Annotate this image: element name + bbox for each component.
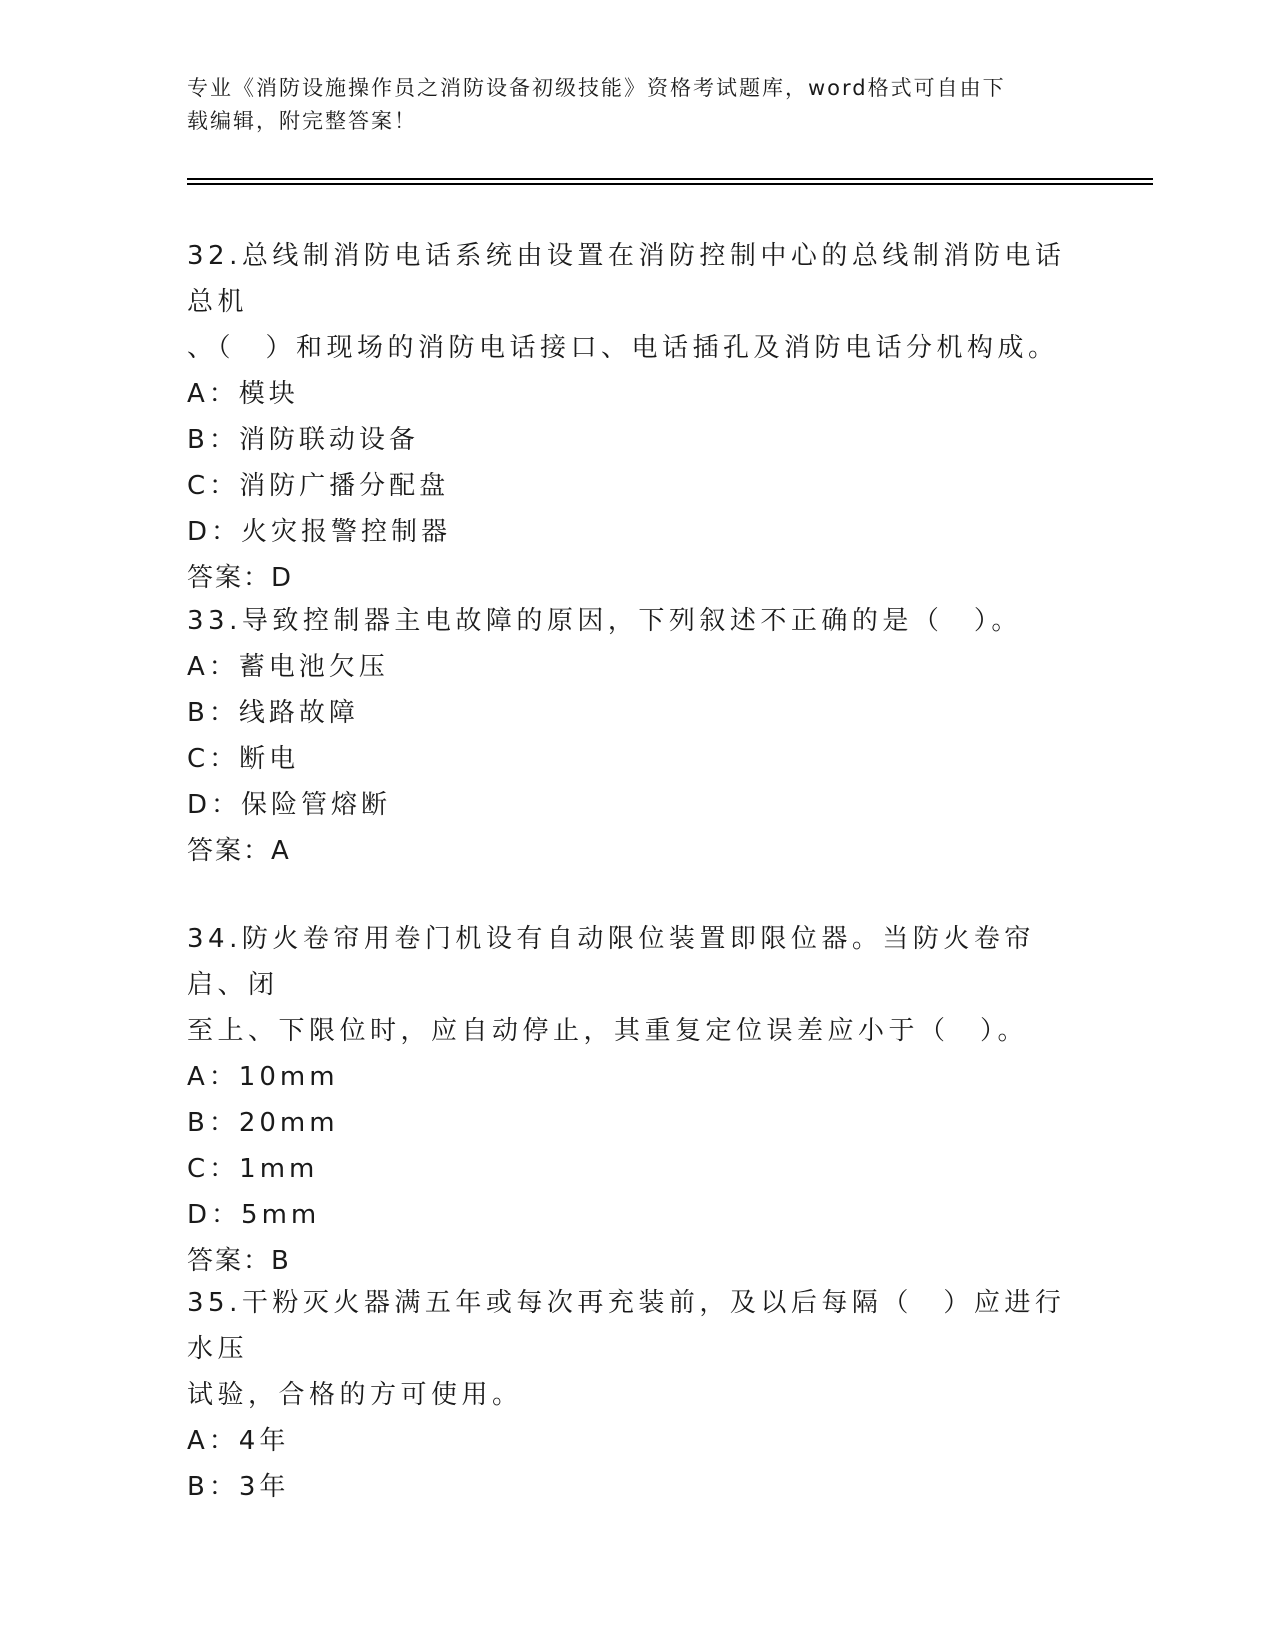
question-stem-line: 35.干粉灭火器满五年或每次再充装前，及以后每隔（ ）应进行水压 [187,1288,1066,1364]
option-a: A：4年 [187,1426,290,1456]
question-stem-line: 32.总线制消防电话系统由设置在消防控制中心的总线制消防电话总机 [187,241,1066,317]
question-33 [187,598,1087,874]
option-c: C：断电 [187,744,300,774]
question-stem-line: 33.导致控制器主电故障的原因，下列叙述不正确的是（ ）。 [187,606,1022,636]
header-rule-bottom [187,183,1153,185]
option-d: D：保险管熔断 [187,790,392,820]
option-b: B：20mm [187,1108,339,1138]
question-stem-line: 、（ ）和现场的消防电话接口、电话插孔及消防电话分机构成。 [187,333,1059,363]
option-a: A：蓄电池欠压 [187,652,389,682]
answer: 答案：A [187,836,291,866]
question-stem-line: 至上、下限位时，应自动停止，其重复定位误差应小于（ ）。 [187,1016,1029,1046]
question-34 [187,916,1087,1284]
header-line-2: 载编辑，附完整答案！ [187,109,417,133]
option-d: D：5mm [187,1200,321,1230]
answer: 答案：B [187,1246,291,1276]
option-c: C：1mm [187,1154,319,1184]
question-stem-line: 34.防火卷帘用卷门机设有自动限位装置即限位器。当防火卷帘启、闭 [187,924,1035,1000]
option-c: C：消防广播分配盘 [187,471,450,501]
option-b: B：消防联动设备 [187,425,419,455]
answer: 答案：D [187,563,294,593]
header-line-1: 专业《消防设施操作员之消防设备初级技能》资格考试题库，word格式可自由下 [187,76,1006,100]
question-stem-line: 试验，合格的方可使用。 [187,1380,523,1410]
question-32 [187,233,1087,601]
option-d: D：火灾报警控制器 [187,517,452,547]
question-35 [187,1280,1087,1510]
option-a: A：10mm [187,1062,339,1092]
document-header [187,72,1087,138]
option-b: B：3年 [187,1472,290,1502]
option-b: B：线路故障 [187,698,359,728]
header-rule-top [187,178,1153,180]
option-a: A：模块 [187,379,299,409]
